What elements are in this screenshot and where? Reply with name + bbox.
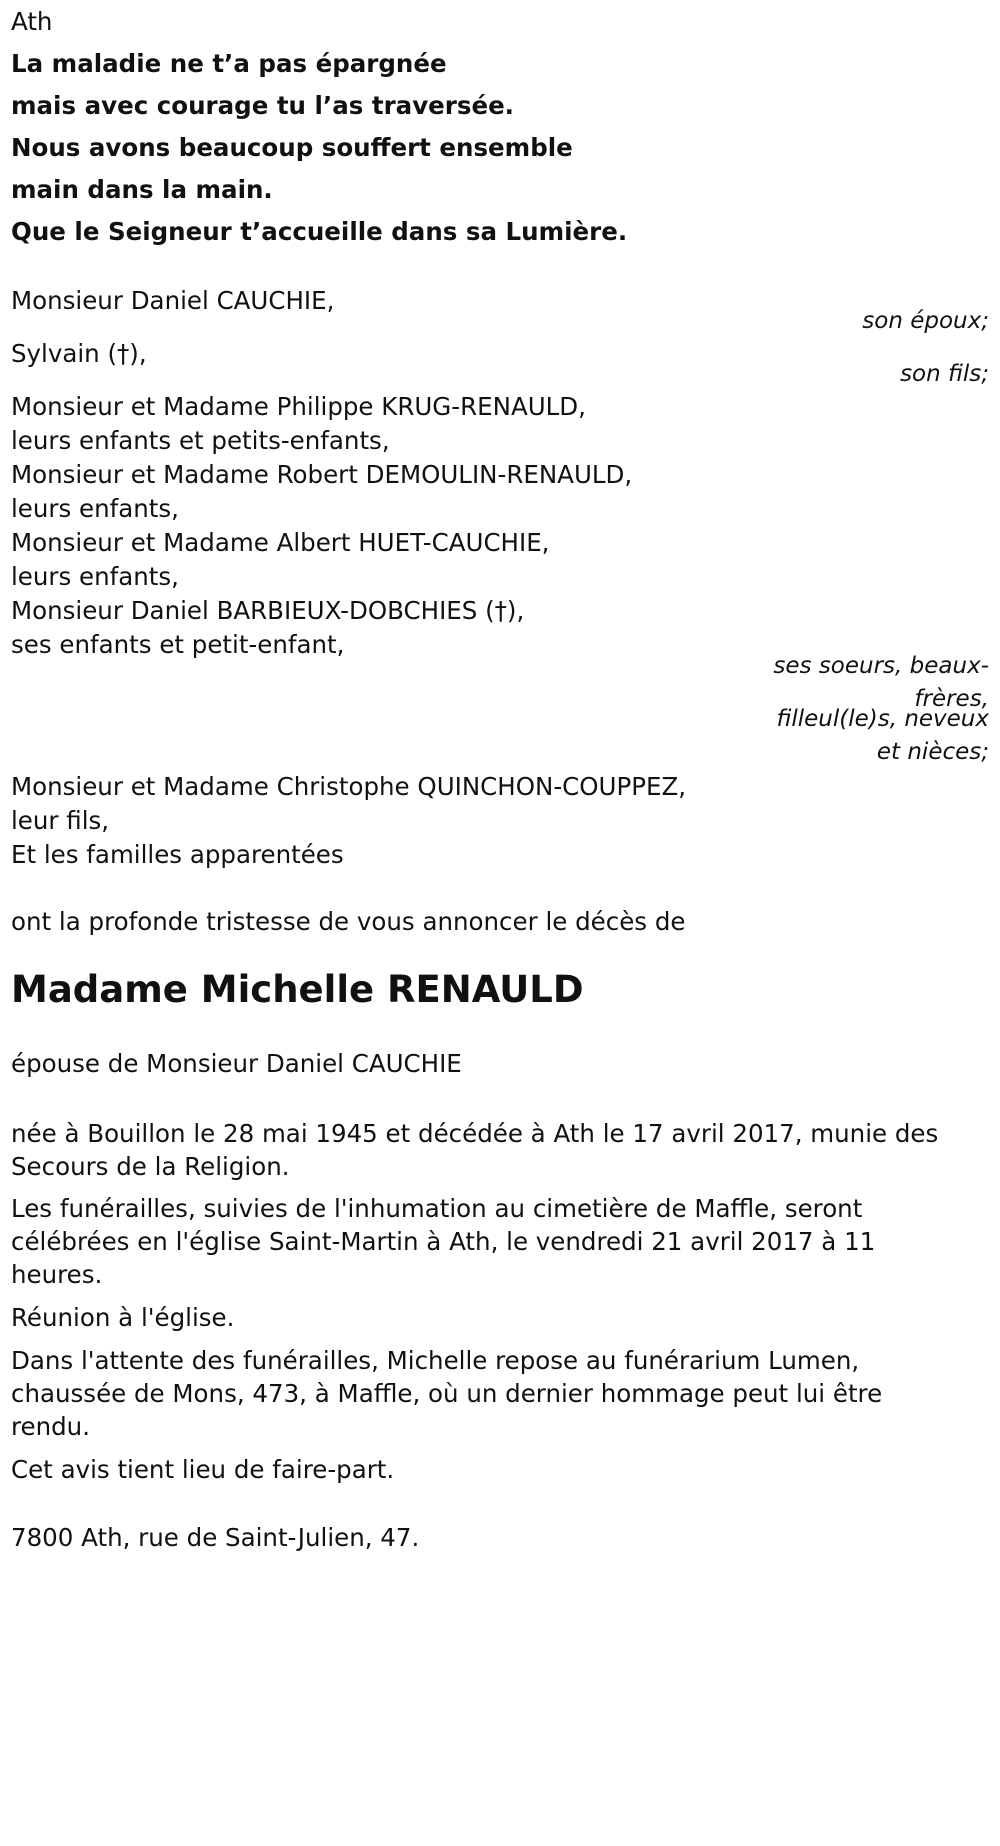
siblings-relation: et nièces; — [876, 739, 989, 765]
detail-line: heures. — [11, 1260, 103, 1289]
poem-line: La maladie ne t’a pas épargnée — [11, 49, 447, 78]
deceased-name: Madame Michelle RENAULD — [11, 968, 584, 1011]
announcement-text: ont la profonde tristesse de vous annoncer le décès de — [11, 907, 686, 936]
sibling-line: ses enfants et petit-enfant, — [11, 630, 345, 659]
son-name: Sylvain (†), — [11, 339, 147, 368]
detail-line: chaussée de Mons, 473, à Maffle, où un dernier hommage peut lui être — [11, 1379, 883, 1408]
detail-line: Secours de la Religion. — [11, 1152, 290, 1181]
sibling-line: leurs enfants, — [11, 562, 179, 591]
detail-line: Les funérailles, suivies de l'inhumation au cimetière de Maffle, seront — [11, 1194, 863, 1223]
sibling-line: leurs enfants et petits-enfants, — [11, 426, 390, 455]
other-family-line: Et les familles apparentées — [11, 840, 344, 869]
siblings-relation: filleul(le)s, neveux — [776, 706, 989, 732]
detail-line: célébrées en l'église Saint-Martin à Ath, le vendredi 21 avril 2017 à 11 — [11, 1227, 876, 1256]
poem-line: main dans la main. — [11, 175, 273, 204]
sibling-line: Monsieur Daniel BARBIEUX-DOBCHIES (†), — [11, 596, 525, 625]
spouse-relation: son époux; — [862, 308, 989, 334]
sibling-line: Monsieur et Madame Albert HUET-CAUCHIE, — [11, 528, 550, 557]
address-text: 7800 Ath, rue de Saint-Julien, 47. — [11, 1523, 420, 1552]
detail-line: Cet avis tient lieu de faire-part. — [11, 1455, 395, 1484]
spouse-name: Monsieur Daniel CAUCHIE, — [11, 286, 335, 315]
detail-line: née à Bouillon le 28 mai 1945 et décédée à Ath le 17 avril 2017, munie des — [11, 1119, 939, 1148]
detail-line: rendu. — [11, 1412, 91, 1441]
poem-line: Que le Seigneur t’accueille dans sa Lumière. — [11, 217, 628, 246]
poem-line: Nous avons beaucoup souffert ensemble — [11, 133, 573, 162]
siblings-relation: ses soeurs, beaux- — [773, 653, 989, 679]
detail-line: Réunion à l'église. — [11, 1303, 235, 1332]
poem-line: mais avec courage tu l’as traversée. — [11, 91, 514, 120]
son-relation: son fils; — [900, 361, 989, 387]
spouse-of-text: épouse de Monsieur Daniel CAUCHIE — [11, 1049, 462, 1078]
detail-line: Dans l'attente des funérailles, Michelle repose au funérarium Lumen, — [11, 1346, 860, 1375]
siblings-relation: frères, — [914, 686, 989, 712]
sibling-line: Monsieur et Madame Philippe KRUG-RENAULD, — [11, 392, 586, 421]
sibling-line: Monsieur et Madame Robert DEMOULIN-RENAULD, — [11, 460, 633, 489]
sibling-line: leurs enfants, — [11, 494, 179, 523]
other-family-line: leur fils, — [11, 806, 110, 835]
city-heading: Ath — [11, 7, 53, 36]
other-family-line: Monsieur et Madame Christophe QUINCHON-COUPPEZ, — [11, 772, 687, 801]
